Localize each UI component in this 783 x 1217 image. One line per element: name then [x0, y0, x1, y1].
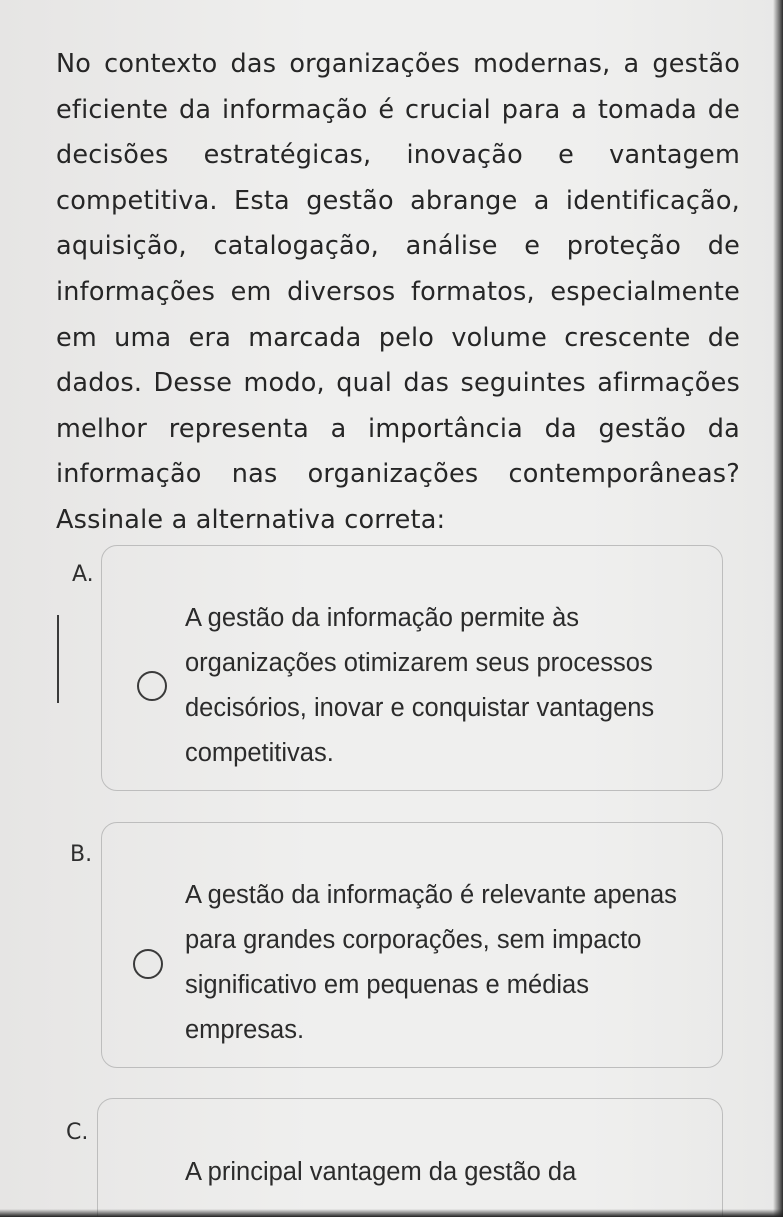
- screen-bottom-edge: [0, 1209, 783, 1217]
- option-c-text: A principal vantagem da gestão da: [185, 1158, 577, 1186]
- option-a-letter: A.: [72, 562, 94, 587]
- option-b-letter: B.: [70, 842, 93, 867]
- selection-marker: [57, 615, 59, 703]
- option-a-radio[interactable]: [137, 671, 167, 701]
- option-c-letter: C.: [66, 1120, 89, 1145]
- screen-edge: [773, 0, 783, 1217]
- option-b-radio[interactable]: [133, 949, 163, 979]
- question-text: No contexto das organizações modernas, a gestão eficiente da informação é crucial para a tomada de decisões estratégicas, inovação e vantagem competitiva. Esta gestão abrange a identificação, aquisição, catalogação, análise e proteção de informações em diversos formatos, especialmente em uma era marcada pelo volume crescente de dados. Desse modo, qual das seguintes afirmações melhor representa a importância da gestão da informação nas organizações contemporâneas? Assinale a alternativa correta:: [56, 49, 740, 535]
- option-a-text: A gestão da informação permite às organizações otimizarem seus processos decisórios, inovar e conquistar vantagens competitivas.: [185, 604, 655, 767]
- option-b-text: A gestão da informação é relevante apenas para grandes corporações, sem impacto significativo em pequenas e médias empresas.: [185, 881, 677, 1044]
